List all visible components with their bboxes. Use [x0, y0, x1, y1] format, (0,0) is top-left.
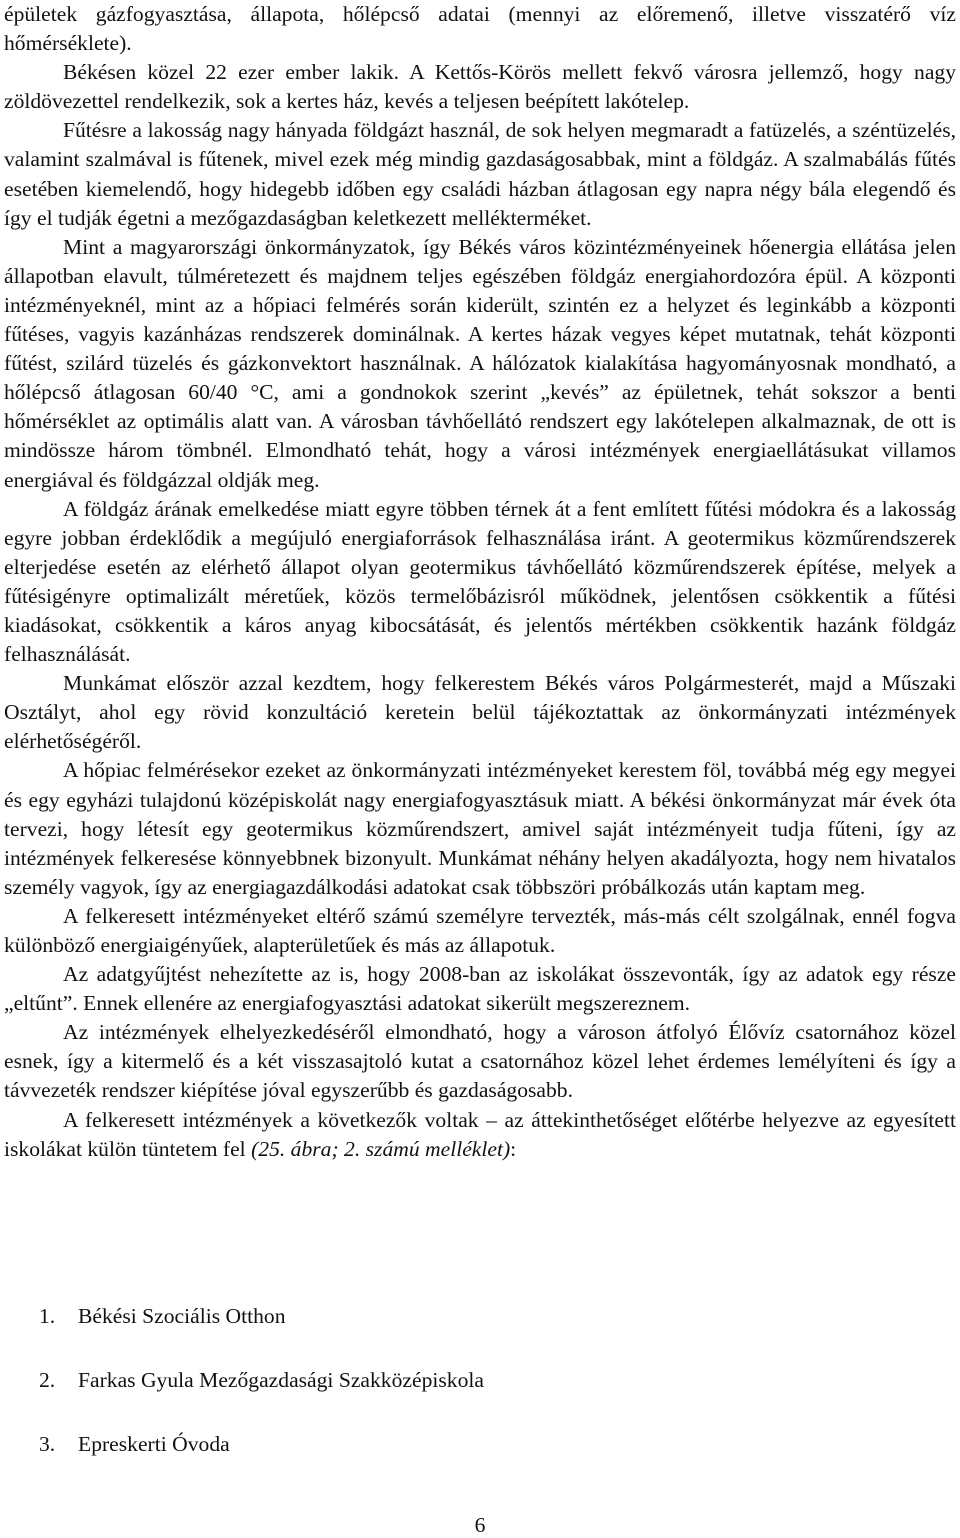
figure-reference: (25. ábra; 2. számú melléklet) [251, 1136, 511, 1161]
list-number: 2. [39, 1368, 56, 1392]
intro-suffix: : [510, 1136, 517, 1161]
list-label: Epreskerti Óvoda [78, 1432, 230, 1456]
institution-list [39, 1302, 484, 1494]
paragraph: Az adatgyűjtést nehezítette az is, hogy 2008-ban az iskolákat összevonták, így az adatok egy része „eltűnt”. Ennek ellenére az energiafogyasztási adatokat sikerült megszereznem. [4, 962, 956, 1016]
paragraph: Fűtésre a lakosság nagy hányada földgázt használ, de sok helyen megmaradt a fatüzelés, a széntüzelés, valamint szalmával is fűtenek, mivel ezek még mindig gazdaságosabbak, mint a földgáz. A szalmabálás fűtés esetében kiemelendő, hogy hidegebb időben egy családi házban átlagosan egy napra négy bála elegendő és így el tudják égetni a mezőgazdaságban keletkezett mellékterméket. [4, 118, 956, 230]
paragraph: A földgáz árának emelkedése miatt egyre többen térnek át a fent említett fűtési módokra és a lakosság egyre jobban érdeklődik a megújuló energiaforrások felhasználása iránt. A geotermikus közműrendszerek elterjedése esetén az elérhető állapot olyan geotermikus távhőellátó közműrendszerek építése, melyek a fűtésigényre optimalizált méretűek, közös termelőbázisról működnek, jelentősen csökkentik a fűtési kiadásokat, csökkentik a káros anyag kibocsátását, és jelentős mértékben csökkentik hazánk földgáz felhasználását. [4, 496, 956, 667]
document-body [4, 0, 956, 1164]
list-item [39, 1366, 484, 1395]
list-number: 3. [39, 1432, 56, 1456]
list-item [39, 1430, 484, 1459]
list-label: Farkas Gyula Mezőgazdasági Szakközépiskola [78, 1368, 484, 1392]
paragraph: Munkámat először azzal kezdtem, hogy felkerestem Békés város Polgármesterét, majd a Műszaki Osztályt, ahol egy rövid konzultáció keretein belül tájékoztattak az önkormányzati intézmények elérhetőségéről. [4, 671, 956, 754]
list-item [39, 1302, 484, 1331]
list-label: Békési Szociális Otthon [78, 1304, 286, 1328]
paragraph: épületek gázfogyasztása, állapota, hőlépcső adatai (mennyi az előremenő, illetve visszatérő víz hőmérséklete). [4, 2, 956, 56]
paragraph: Békésen közel 22 ezer ember lakik. A Kettős-Körös mellett fekvő városra jellemző, hogy nagy zöldövezettel rendelkezik, sok a kertes ház, kevés a teljesen beépített lakótelep. [4, 60, 956, 114]
intro-paragraph [4, 1106, 956, 1164]
page-number: 6 [474, 1513, 486, 1537]
paragraph: Az intézmények elhelyezkedéséről elmondható, hogy a városon átfolyó Élővíz csatornához közel esnek, így a kitermelő és a két visszasajtoló kutat a csatornához közel lehet érdemes lemélyíteni és így a távvezeték rendszer kiépítése jóval egyszerűbb és gazdaságosabb. [4, 1020, 956, 1103]
list-number: 1. [39, 1304, 56, 1328]
paragraph: A hőpiac felmérésekor ezeket az önkormányzati intézményeket kerestem föl, továbbá még egy megyei és egy egyházi tulajdonú középiskolát nagy energiafogyasztásuk miatt. A békési önkormányzat már évek óta tervezi, hogy létesít egy geotermikus közműrendszert, amivel saját intézményeit tudja fűteni, így az intézmények felkeresése könnyebbnek bizonyult. Munkámat néhány helyen akadályozta, hogy nem hivatalos személy vagyok, így az energiagazdálkodási adatokat csak többszöri próbálkozás után kaptam meg. [4, 758, 956, 899]
intro-text: A felkeresett intézmények a következők voltak – az áttekinthetőséget előtérbe helyezve az egyesített iskolákat külön tüntetem fel [4, 1107, 956, 1161]
paragraph: A felkeresett intézményeket eltérő számú személyre tervezték, más-más célt szolgálnak, ennél fogva különböző energiaigényűek, alapterületűek és más az állapotuk. [4, 903, 956, 957]
paragraph: Mint a magyarországi önkormányzatok, így Békés város közintézményeinek hőenergia ellátása jelen állapotban elavult, túlméretezett és majdnem teljes egészében földgáz energiahordozóra épül. A központi intézményeknél, mint az a hőpiaci felmérés során kiderült, szintén ez a helyzet és leginkább a központi fűtéses, vagyis kazánházas rendszerek dominálnak. A kertes házak vegyes képet mutatnak, tehát központi fűtést, szilárd tüzelés és gázkonvektort használnak. A hálózatok kialakítása hagyományosnak mondható, a hőlépcső átlagosan 60/40 °C, ami a gondnokok szerint „kevés” az épületnek, tehát sokszor a benti hőmérséklet az optimális alatt van. A városban távhőellátó rendszert egy lakótelepen alkalmaznak, de ott is mindössze három tömbnél. Elmondható tehát, hogy a városi intézmények energiaellátásukat villamos energiával és földgázzal oldják meg. [4, 234, 956, 492]
